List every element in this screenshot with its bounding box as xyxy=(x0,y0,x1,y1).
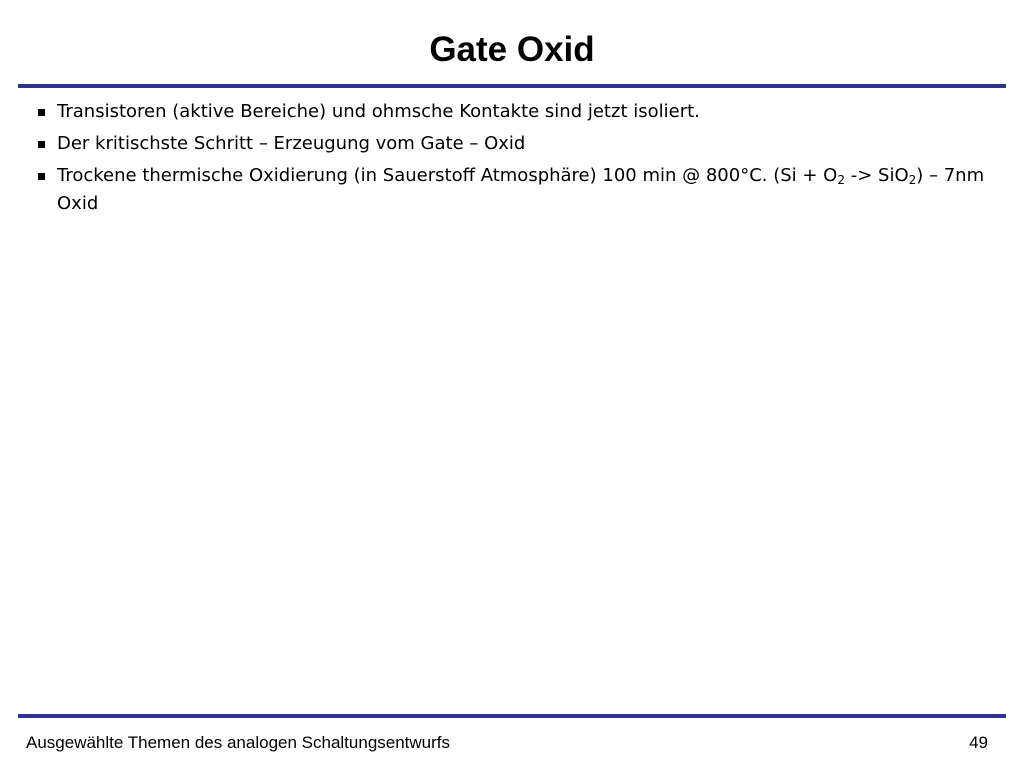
slide-title: Gate Oxid xyxy=(429,30,595,69)
bullet-text: Transistoren (aktive Bereiche) und ohmsche Kontakte sind jetzt isoliert. xyxy=(57,101,700,122)
square-bullet-icon xyxy=(38,173,45,180)
bullet-item xyxy=(34,162,994,218)
bullet-item xyxy=(34,98,994,126)
footer-divider xyxy=(18,714,1006,718)
bullet-list xyxy=(34,98,994,222)
bullet-item xyxy=(34,130,994,158)
footer-text: Ausgewählte Themen des analogen Schaltungsentwurfs xyxy=(26,733,451,752)
bullet-text-part: ) – 7nm Oxid xyxy=(57,165,985,214)
title-divider xyxy=(18,84,1006,88)
square-bullet-icon xyxy=(38,141,45,148)
square-bullet-icon xyxy=(38,109,45,116)
subscript: 2 xyxy=(908,173,917,187)
page-number: 49 xyxy=(969,733,988,752)
bullet-text-part: Trockene thermische Oxidierung (in Sauerstoff Atmosphäre) 100 min @ 800°C. (Si + O xyxy=(57,165,838,186)
subscript: 2 xyxy=(837,173,845,187)
bullet-text-part: -> SiO xyxy=(845,165,909,186)
bullet-text: Der kritischste Schritt – Erzeugung vom Gate – Oxid xyxy=(57,133,526,154)
